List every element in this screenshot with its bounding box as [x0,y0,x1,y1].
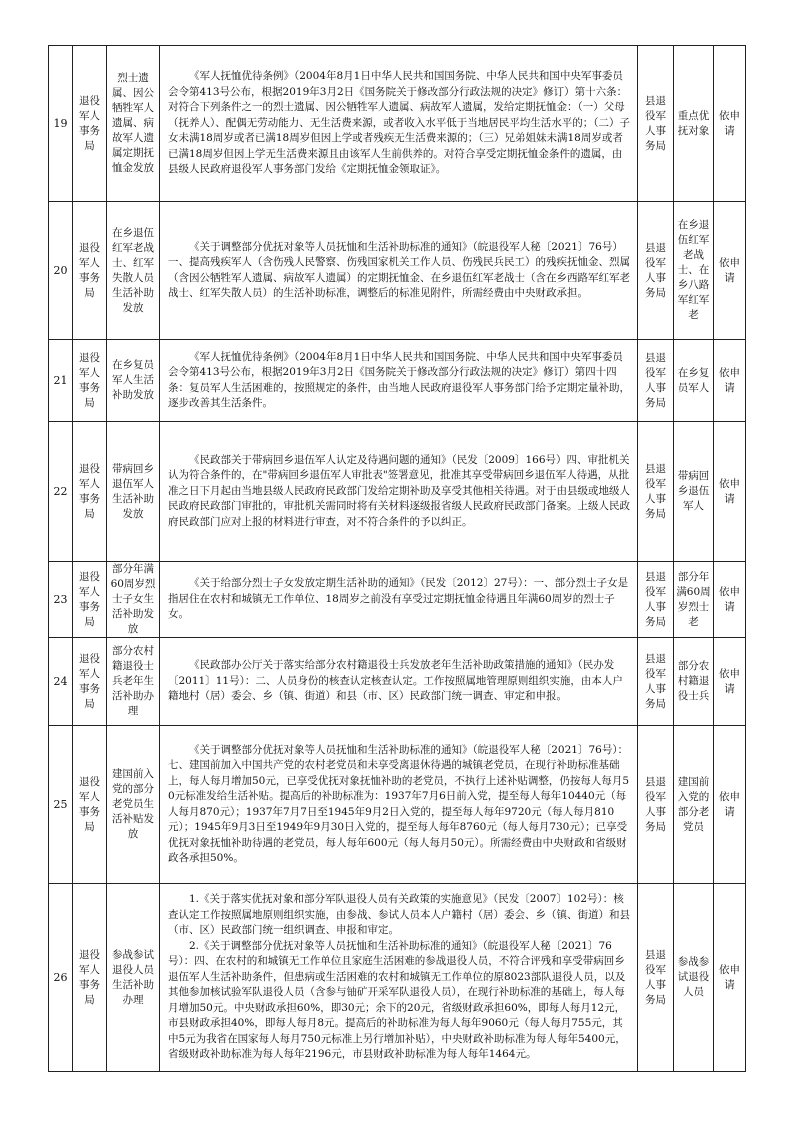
service-target-cell: 重点优抚对象 [674,46,714,202]
implementing-org-cell: 县退役军人事务局 [638,46,674,202]
legal-basis-cell: 《民政部办公厅关于落实给部分农村籍退役士兵发放老年生活补助政策措施的通知》（民办发〔2011〕11号）：二、人员身份的核查认定核查认定。工作按照属地管理原则组织实施，由本人户籍地村（居）委会、乡（镇、街道）和县（市、区）民政部门统一调查、审定和申报。 [160,638,638,726]
table-row [49,884,746,1072]
row-number: 26 [49,884,73,1072]
legal-basis-cell: 《军人抚恤优待条例》（2004年8月1日中华人民共和国国务院、中华人民共和国中央军事委员会令第413号公布，根据2019年3月2日《国务院关于修改部分行政法规的决定》修订）第四十四条：复员军人生活困难的，按照规定的条件，由当地人民政府退役军人事务部门给予定期定量补助，逐步改善其生活条件。 [160,340,638,422]
service-target-cell: 建国前入党的部分老党员 [674,726,714,884]
department-cell: 退役军人事务局 [73,202,107,340]
handling-method-cell: 依申请 [714,202,746,340]
row-number: 23 [49,562,73,638]
legal-basis-paragraph: 1.《关于落实优抚对象和部分军队退役人员有关政策的实施意见》（民发〔2007〕102号）：核查认定工作按照属地原则组织实施，由参战、参试人员本人户籍村（居）委会、乡（镇、街道）和县（市、区）民政部门统一组织调查、申报和审定。 [168,893,630,937]
implementing-org-cell: 县退役军人事务局 [638,340,674,422]
item-name-cell: 烈士遗属、因公牺牲军人遗属、病故军人遗属定期抚恤金发放 [107,46,160,202]
legal-basis-cell: 《民政部关于带病回乡退伍军人认定及待遇问题的通知》（民发〔2009〕166号）四、审批机关认为符合条件的，在"带病回乡退伍军人审批表"签署意见，批准其享受带病回乡退伍军人待遇，从批准之日下月起由当地县级人民政府民政部门发给定期补助及享受其他相关待遇。对于由县级或地级人民政府民政部门审批的，审批机关需同时将有关材料逐级报省级人民政府民政部门备案。上级人民政府民政部门应对上报的材料进行审查，对不符合条件的予以纠正。 [160,422,638,562]
item-name-cell: 带病回乡退伍军人生活补助发放 [107,422,160,562]
handling-method-cell: 依申请 [714,884,746,1072]
handling-method-cell: 依申请 [714,638,746,726]
table-row [49,46,746,202]
legal-basis-cell [160,884,638,1072]
legal-basis-paragraph: 2.《关于调整部分优抚对象等人员抚恤和生活补助标准的通知》（皖退役军人秘〔2021〕76号）：四、在农村的和城镇无工作单位且家庭生活困难的参战退役人员，不符合评残和享受带病回乡退伍军人生活补助条件，但患病或生活困难的农村和城镇无工作单位的原8023部队退役人员，以及其他参加核试验军队退役人员（含参与铀矿开采军队退役人员），在现行补助标准的基础上，每人每月增加50元。中央财政承担60%，即30元；余下的20元，省级财政承担60%，即每人每月12元，市县财政承担40%，即每人每月8元。提高后的补助标准为每人每年9060元（每人每月755元，其中5元为我省在国家每人每月750元标准上另行增加补贴），中央财政补助标准为每人每年5400元，省级财政补助标准为每人每年2196元，市县财政补助标准为每人每年1464元。 [168,939,626,1061]
service-table [48,45,746,1072]
department-cell: 退役军人事务局 [73,884,107,1072]
legal-basis-cell: 《军人抚恤优待条例》（2004年8月1日中华人民共和国国务院、中华人民共和国中央军事委员会令第413号公布，根据2019年3月2日《国务院关于修改部分行政法规的决定》修订）第十六条：对符合下列条件之一的烈士遗属、因公牺牲军人遗属、病故军人遗属，发给定期抚恤金：（一）父母（抚养人）、配偶无劳动能力、无生活费来源，或者收入水平低于当地居民平均生活水平的；（二）子女未满18周岁或者已满18周岁但因上学或者残疾无生活费来源的；（三）兄弟姐妹未满18周岁或者已满18周岁但因上学无生活费来源且由该军人生前供养的。对符合享受定期抚恤金条件的遗属，由县级人民政府退役军人事务部门发给《定期抚恤金领取证》。 [160,46,638,202]
legal-basis-cell: 《关于给部分烈士子女发放定期生活补助的通知》（民发〔2012〕27号）：一、部分烈士子女是指居住在农村和城镇无工作单位、18周岁之前没有享受过定期抚恤金待遇且年满60周岁的烈士子女。 [160,562,638,638]
row-number: 21 [49,340,73,422]
handling-method-cell: 依申请 [714,422,746,562]
implementing-org-cell: 县退役军人事务局 [638,202,674,340]
table-row [49,562,746,638]
table-row [49,202,746,340]
department-cell: 退役军人事务局 [73,422,107,562]
row-number: 19 [49,46,73,202]
legal-basis-cell: 《关于调整部分优抚对象等人员抚恤和生活补助标准的通知》（皖退役军人秘〔2021〕76号）一、提高残疾军人（含伤残人民警察、伤残国家机关工作人员、伤残民兵民工）的残疾抚恤金、烈属（含因公牺牲军人遗属、病故军人遗属）的定期抚恤金、在乡退伍红军老战士（含在乡西路军红军老战士、红军失散人员）的生活补助标准，调整后的标准见附件，所需经费由中央财政承担。 [160,202,638,340]
department-cell: 退役军人事务局 [73,46,107,202]
implementing-org-cell: 县退役军人事务局 [638,638,674,726]
item-name-cell: 在乡复员军人生活补助发放 [107,340,160,422]
row-number: 22 [49,422,73,562]
department-cell: 退役军人事务局 [73,562,107,638]
handling-method-cell: 依申请 [714,46,746,202]
item-name-cell: 建国前入党的部分老党员生活补贴发放 [107,726,160,884]
row-number: 25 [49,726,73,884]
item-name-cell: 部分农村籍退役士兵老年生活补助办理 [107,638,160,726]
table-row [49,638,746,726]
service-target-cell: 部分年满60周岁烈士老 [674,562,714,638]
handling-method-cell: 依申请 [714,562,746,638]
item-name-cell: 参战参试退役人员生活补助办理 [107,884,160,1072]
service-target-cell: 在乡退伍红军老战士、在乡八路军红军老 [674,202,714,340]
implementing-org-cell: 县退役军人事务局 [638,422,674,562]
service-target-cell: 部分农村籍退役士兵 [674,638,714,726]
item-name-cell: 在乡退伍红军老战士、红军失散人员生活补助发放 [107,202,160,340]
table-row [49,340,746,422]
department-cell: 退役军人事务局 [73,638,107,726]
handling-method-cell: 依申请 [714,726,746,884]
table-row [49,422,746,562]
row-number: 24 [49,638,73,726]
implementing-org-cell: 县退役军人事务局 [638,562,674,638]
department-cell: 退役军人事务局 [73,726,107,884]
service-target-cell: 参战参试退役人员 [674,884,714,1072]
service-target-cell: 在乡复员军人 [674,340,714,422]
item-name-cell: 部分年满60周岁烈士子女生活补助发放 [107,562,160,638]
table-row [49,726,746,884]
service-target-cell: 带病回乡退伍军人 [674,422,714,562]
implementing-org-cell: 县退役军人事务局 [638,726,674,884]
department-cell: 退役军人事务局 [73,340,107,422]
legal-basis-cell: 《关于调整部分优抚对象等人员抚恤和生活补助标准的通知》（皖退役军人秘〔2021〕76号）：七、建国前加入中国共产党的农村老党员和未享受离退休待遇的城镇老党员，在现行补助标准基础上，每人每月增加50元，已享受优抚对象抚恤补助的老党员，不执行上述补贴调整，仍按每人每月50元标准发给生活补贴。提高后的补助标准为：1937年7月6日前入党，提至每人每年10440元（每人每月870元）；1937年7月7日至1945年9月2日入党的，提至每人每年9720元（每人每月810元）；1945年9月3日至1949年9月30日入党的，提至每人每年8760元（每人每月730元）；已享受优抚对象抚恤补助待遇的老党员，每人每年600元（每人每月50元）。所需经费由中央财政和省级财政各承担50%。 [160,726,638,884]
implementing-org-cell: 县退役军人事务局 [638,884,674,1072]
row-number: 20 [49,202,73,340]
handling-method-cell: 依申请 [714,340,746,422]
